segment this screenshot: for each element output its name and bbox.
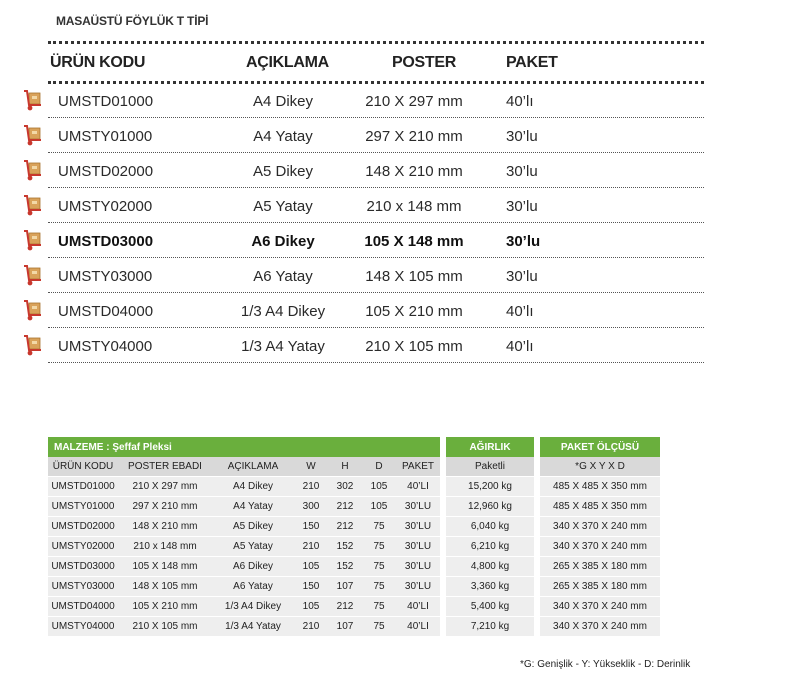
cell-poster: 105 X 210 mm bbox=[118, 596, 212, 616]
cell-package: 40’LI bbox=[396, 616, 440, 636]
list-item bbox=[20, 84, 704, 118]
cell-weight: 3,360 kg bbox=[446, 576, 534, 596]
cell-desc: A5 Yatay bbox=[212, 536, 294, 556]
cell-d: 75 bbox=[362, 536, 396, 556]
hand-truck-icon bbox=[20, 230, 44, 252]
cell-code: UMSTD04000 bbox=[48, 596, 118, 616]
table-row bbox=[48, 516, 660, 536]
cell-poster: 148 X 105 mm bbox=[118, 576, 212, 596]
cell-w: 210 bbox=[294, 536, 328, 556]
table-row bbox=[48, 616, 660, 636]
column-header: *G X Y X D bbox=[540, 457, 660, 476]
cell-desc: A4 Yatay bbox=[212, 496, 294, 516]
column-header: AÇIKLAMA bbox=[212, 457, 294, 476]
row-divider bbox=[48, 362, 704, 363]
cell-weight: 6,210 kg bbox=[446, 536, 534, 556]
cell-poster: 210 x 148 mm bbox=[118, 536, 212, 556]
cell-h: 107 bbox=[328, 576, 362, 596]
cell-poster: 210 X 105 mm bbox=[118, 616, 212, 636]
cell-w: 150 bbox=[294, 576, 328, 596]
cell-size: 485 X 485 X 350 mm bbox=[540, 476, 660, 496]
column-header: H bbox=[328, 457, 362, 476]
row-divider bbox=[48, 152, 704, 153]
row-divider bbox=[48, 117, 704, 118]
column-header: D bbox=[362, 457, 396, 476]
cell-package: 40’LI bbox=[396, 596, 440, 616]
product-poster: 105 X 148 mm bbox=[364, 233, 464, 250]
hand-truck-icon bbox=[20, 335, 44, 357]
header-poster: POSTER bbox=[392, 54, 456, 71]
cell-poster: 210 X 297 mm bbox=[118, 476, 212, 496]
product-desc: 1/3 A4 Yatay bbox=[241, 338, 325, 355]
page-title: MASAÜSTÜ FÖYLÜK T TİPİ bbox=[56, 14, 209, 28]
hand-truck-icon bbox=[20, 160, 44, 182]
list-item bbox=[20, 329, 704, 363]
cell-code: UMSTY04000 bbox=[48, 616, 118, 636]
row-divider bbox=[48, 327, 704, 328]
cell-w: 150 bbox=[294, 516, 328, 536]
product-desc: 1/3 A4 Dikey bbox=[240, 303, 326, 320]
cell-package: 30’LU bbox=[396, 496, 440, 516]
cell-code: UMSTY03000 bbox=[48, 576, 118, 596]
cell-w: 300 bbox=[294, 496, 328, 516]
product-package: 40’lı bbox=[506, 93, 534, 110]
cell-package: 30’LU bbox=[396, 576, 440, 596]
column-header: PAKET bbox=[396, 457, 440, 476]
product-package: 30’lu bbox=[506, 198, 538, 215]
cell-d: 105 bbox=[362, 476, 396, 496]
column-header: ÜRÜN KODU bbox=[48, 457, 118, 476]
cell-d: 75 bbox=[362, 576, 396, 596]
cell-poster: 105 X 148 mm bbox=[118, 556, 212, 576]
product-code: UMSTD03000 bbox=[58, 233, 154, 250]
cell-size: 340 X 370 X 240 mm bbox=[540, 616, 660, 636]
product-code: UMSTD02000 bbox=[58, 163, 154, 180]
list-item bbox=[20, 154, 704, 188]
cell-size: 340 X 370 X 240 mm bbox=[540, 536, 660, 556]
row-divider bbox=[48, 257, 704, 258]
product-package: 40’lı bbox=[506, 303, 534, 320]
table-row bbox=[48, 576, 660, 596]
product-poster: 297 X 210 mm bbox=[365, 128, 463, 145]
column-header: Paketli bbox=[446, 457, 534, 476]
product-package: 30’lu bbox=[506, 128, 538, 145]
product-code: UMSTY01000 bbox=[58, 128, 153, 145]
cell-w: 210 bbox=[294, 476, 328, 496]
cell-code: UMSTD02000 bbox=[48, 516, 118, 536]
cell-package: 30’LU bbox=[396, 556, 440, 576]
table-row bbox=[48, 556, 660, 576]
list-item bbox=[20, 224, 704, 258]
cell-d: 75 bbox=[362, 596, 396, 616]
cell-d: 105 bbox=[362, 496, 396, 516]
cell-weight: 15,200 kg bbox=[446, 476, 534, 496]
cell-weight: 7,210 kg bbox=[446, 616, 534, 636]
product-package: 30’lu bbox=[506, 163, 538, 180]
cell-desc: A5 Dikey bbox=[212, 516, 294, 536]
cell-w: 105 bbox=[294, 596, 328, 616]
hand-truck-icon bbox=[20, 300, 44, 322]
spec-table bbox=[48, 437, 660, 636]
cell-w: 105 bbox=[294, 556, 328, 576]
cell-size: 265 X 385 X 180 mm bbox=[540, 576, 660, 596]
size-header: PAKET ÖLÇÜSÜ bbox=[540, 437, 660, 457]
cell-desc: A4 Dikey bbox=[212, 476, 294, 496]
cell-desc: 1/3 A4 Dikey bbox=[212, 596, 294, 616]
material-label: MALZEME : Şeffaf Pleksi bbox=[48, 437, 440, 457]
product-package: 40’lı bbox=[506, 338, 534, 355]
weight-header: AĞIRLIK bbox=[446, 437, 534, 457]
table-row bbox=[48, 476, 660, 496]
cell-size: 340 X 370 X 240 mm bbox=[540, 596, 660, 616]
cell-weight: 4,800 kg bbox=[446, 556, 534, 576]
cell-code: UMSTD01000 bbox=[48, 476, 118, 496]
top-dotted-rule bbox=[48, 41, 704, 44]
product-desc: A6 Dikey bbox=[251, 233, 315, 250]
product-desc: A5 Yatay bbox=[253, 198, 313, 215]
cell-weight: 6,040 kg bbox=[446, 516, 534, 536]
product-poster: 210 X 105 mm bbox=[365, 338, 463, 355]
list-item bbox=[20, 259, 704, 293]
cell-w: 210 bbox=[294, 616, 328, 636]
spec-column-row bbox=[48, 457, 660, 476]
hand-truck-icon bbox=[20, 90, 44, 112]
hand-truck-icon bbox=[20, 265, 44, 287]
cell-h: 302 bbox=[328, 476, 362, 496]
cell-d: 75 bbox=[362, 616, 396, 636]
product-desc: A5 Dikey bbox=[252, 163, 314, 180]
cell-h: 212 bbox=[328, 516, 362, 536]
cell-poster: 148 X 210 mm bbox=[118, 516, 212, 536]
table-row bbox=[48, 536, 660, 556]
product-code: UMSTD01000 bbox=[58, 93, 154, 110]
hand-truck-icon bbox=[20, 125, 44, 147]
cell-size: 265 X 385 X 180 mm bbox=[540, 556, 660, 576]
cell-h: 212 bbox=[328, 596, 362, 616]
product-code: UMSTY02000 bbox=[58, 198, 153, 215]
product-poster: 210 X 297 mm bbox=[365, 93, 463, 110]
product-package: 30’lu bbox=[506, 268, 538, 285]
table-row bbox=[48, 496, 660, 516]
product-desc: A4 Dikey bbox=[252, 93, 314, 110]
product-poster: 148 X 105 mm bbox=[365, 268, 463, 285]
product-poster: 210 x 148 mm bbox=[366, 198, 462, 215]
cell-h: 152 bbox=[328, 536, 362, 556]
row-divider bbox=[48, 292, 704, 293]
hand-truck-icon bbox=[20, 195, 44, 217]
cell-size: 340 X 370 X 240 mm bbox=[540, 516, 660, 536]
cell-weight: 12,960 kg bbox=[446, 496, 534, 516]
product-code: UMSTY04000 bbox=[58, 338, 153, 355]
cell-h: 107 bbox=[328, 616, 362, 636]
header-desc: AÇIKLAMA bbox=[246, 54, 329, 71]
spec-header-row bbox=[48, 437, 660, 457]
product-desc: A4 Yatay bbox=[253, 128, 313, 145]
cell-code: UMSTY02000 bbox=[48, 536, 118, 556]
product-poster: 148 X 210 mm bbox=[365, 163, 463, 180]
cell-desc: A6 Dikey bbox=[212, 556, 294, 576]
product-code: UMSTY03000 bbox=[58, 268, 153, 285]
header-code: ÜRÜN KODU bbox=[50, 54, 146, 71]
cell-package: 30’LU bbox=[396, 536, 440, 556]
table-row bbox=[48, 596, 660, 616]
product-desc: A6 Yatay bbox=[253, 268, 313, 285]
cell-package: 30’LU bbox=[396, 516, 440, 536]
cell-code: UMSTD03000 bbox=[48, 556, 118, 576]
footnote: *G: Genişlik - Y: Yükseklik - D: Derinlik bbox=[520, 659, 691, 670]
row-divider bbox=[48, 187, 704, 188]
product-code: UMSTD04000 bbox=[58, 303, 154, 320]
cell-package: 40’LI bbox=[396, 476, 440, 496]
product-package: 30’lu bbox=[506, 233, 541, 250]
list-item bbox=[20, 294, 704, 328]
cell-size: 485 X 485 X 350 mm bbox=[540, 496, 660, 516]
column-header: POSTER EBADI bbox=[118, 457, 212, 476]
cell-desc: A6 Yatay bbox=[212, 576, 294, 596]
cell-d: 75 bbox=[362, 516, 396, 536]
cell-weight: 5,400 kg bbox=[446, 596, 534, 616]
header-package: PAKET bbox=[506, 54, 558, 71]
cell-code: UMSTY01000 bbox=[48, 496, 118, 516]
cell-desc: 1/3 A4 Yatay bbox=[212, 616, 294, 636]
list-item bbox=[20, 119, 704, 153]
list-item bbox=[20, 189, 704, 223]
cell-d: 75 bbox=[362, 556, 396, 576]
cell-poster: 297 X 210 mm bbox=[118, 496, 212, 516]
column-header: W bbox=[294, 457, 328, 476]
product-poster: 105 X 210 mm bbox=[365, 303, 463, 320]
cell-h: 152 bbox=[328, 556, 362, 576]
row-divider bbox=[48, 222, 704, 223]
cell-h: 212 bbox=[328, 496, 362, 516]
